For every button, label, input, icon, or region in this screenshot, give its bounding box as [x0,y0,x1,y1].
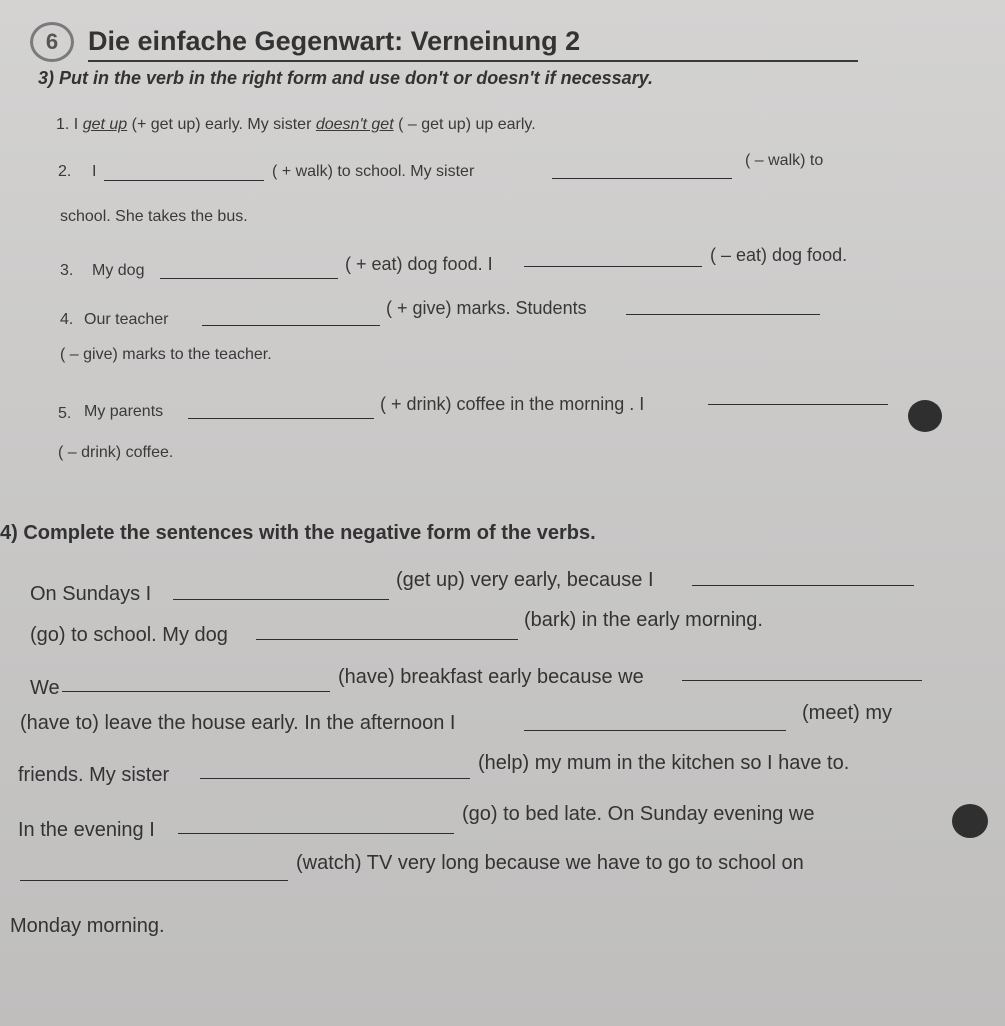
hole-punch-dot-2 [952,804,988,838]
ex4-line2-text: (bark) in the early morning. [524,609,763,631]
ex4-line1-start: On Sundays I [30,583,152,605]
ex4-line3-text: (have) breakfast early because we [338,666,644,688]
ex3-line1 [56,116,536,134]
ex3-line4-cont: ( – give) marks to the teacher. [60,346,272,363]
ex3-line3-subject: My dog [92,262,145,279]
ex3-line3-blank2 [524,266,702,267]
ex3-line2-blank1 [104,180,264,181]
ex3-line3-text2: ( – eat) dog food. [710,245,848,265]
ex3-line1-answer2: doesn't get [315,116,394,133]
ex4-line3-blank2 [682,680,922,681]
ex4-line1-blank1 [173,599,389,600]
exercise3-instruction: 3) Put in the verb in the right form and use don't or doesn't if necessary. [38,68,653,88]
ex3-line2-subject: I [92,163,97,180]
ex4-line6-start: In the evening I [18,819,155,841]
ex4-line8-text: Monday morning. [10,915,165,937]
ex4-line5-text: (help) my mum in the kitchen so I have to. [478,752,850,774]
ex4-line2-blank [256,639,518,640]
ex3-line5-subject: My parents [84,403,164,420]
ex3-line3-num: 3. [60,262,74,279]
ex3-line2-text: ( + walk) to school. My sister [272,163,475,180]
ex3-line3-text: ( + eat) dog food. I [345,254,493,274]
ex4-line1-text: (get up) very early, because I [396,569,654,591]
ex3-line1-text2: ( – get up) up early. [398,116,536,133]
ex3-line1-answer1: get up [82,116,128,133]
ex3-line4-blank2 [626,314,820,315]
ex3-line2-num: 2. [58,163,72,180]
ex4-line1-blank2 [692,585,914,586]
ex4-line5-blank [200,778,470,779]
title-underline [88,60,858,62]
exercise-number-badge: 6 [30,22,74,62]
exercise4-instruction: 4) Complete the sentences with the negative form of the verbs. [0,522,596,544]
ex3-line5-blank2 [708,404,888,405]
ex4-line3-start: We [30,677,60,699]
ex4-line6-text: (go) to bed late. On Sunday evening we [462,803,815,825]
hole-punch-dot [908,400,942,432]
ex3-line4-text: ( + give) marks. Students [386,298,587,318]
ex4-line5-start: friends. My sister [18,764,170,786]
ex3-line4-subject: Our teacher [84,311,169,328]
ex3-line2-cont: school. She takes the bus. [60,208,248,225]
ex4-line7-text: (watch) TV very long because we have to go to school on [296,852,804,874]
ex3-line1-text: (+ get up) early. My sister [131,116,312,133]
ex4-line4-blank [524,730,786,731]
ex4-line4-text: (meet) my [802,702,892,724]
ex3-line5-cont: ( – drink) coffee. [58,444,174,461]
ex4-line2-start: (go) to school. My dog [30,624,228,646]
ex3-line1-subject: I [73,116,79,133]
ex3-line3-blank1 [160,278,338,279]
ex3-line2-blank2 [552,178,732,179]
ex4-line4-start: (have to) leave the house early. In the afternoon I [20,712,456,734]
worksheet-title: Die einfache Gegenwart: Verneinung 2 [88,26,581,56]
ex3-line5-num: 5. [58,405,72,422]
ex3-line5-text: ( + drink) coffee in the morning . I [380,394,645,414]
ex3-line4-blank1 [202,325,380,326]
ex4-line3-blank1 [62,691,330,692]
ex3-line5-blank1 [188,418,374,419]
ex4-line6-blank [178,833,454,834]
ex3-line4-num: 4. [60,311,74,328]
ex3-line1-num: 1. [56,116,70,133]
ex3-line2-text2: ( – walk) to [745,152,824,169]
ex4-line7-blank [20,880,288,881]
